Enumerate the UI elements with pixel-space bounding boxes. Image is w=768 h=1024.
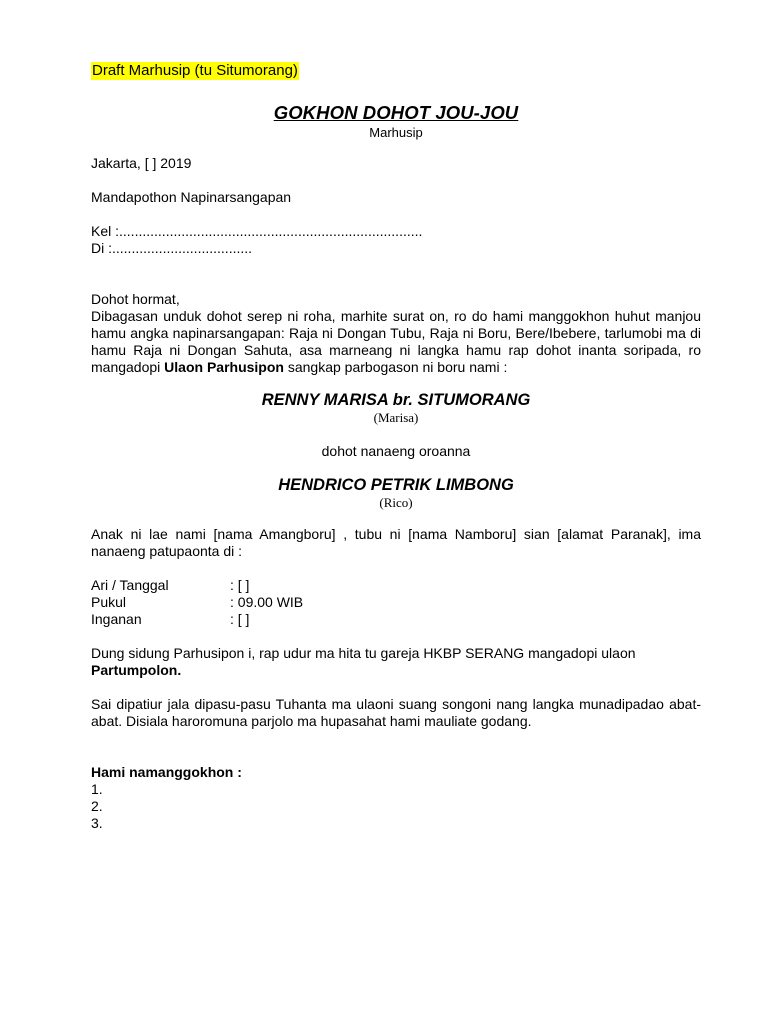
kel-line: Kel :.............................................................................. [91, 223, 423, 239]
schedule-key: Pukul [91, 594, 127, 610]
draft-label: Draft Marhusip (tu Situmorang) [92, 62, 298, 79]
parents-line: Anak ni lae nami [nama Amangboru] , tubu ni [nama Namboru] sian [alamat Paranak], ima nanaeng patupaonta di : [91, 526, 701, 559]
recipient-heading: Mandapothon Napinarsangapan [91, 189, 292, 205]
document-subtitle: Marhusip [369, 125, 423, 140]
schedule-value: : [ ] [230, 611, 250, 627]
venue-text: Dung sidung Parhusipon i, rap udur ma hita tu gareja HKBP SERANG mangadopi ulaon [91, 645, 636, 661]
schedule-value: : 09.00 WIB [230, 594, 304, 610]
invitation-paragraph [91, 308, 701, 376]
schedule-row [91, 611, 701, 628]
invitation-event-name: Ulaon Parhusipon [164, 359, 284, 375]
date-line: Jakarta, [ ] 2019 [91, 155, 192, 171]
di-line: Di :.................................... [91, 240, 253, 256]
venue-event-name: Partumpolon. [91, 662, 182, 678]
bride-nickname: (Marisa) [373, 410, 419, 425]
schedule-key: Ari / Tanggal [91, 577, 169, 593]
greeting: Dohot hormat, [91, 291, 180, 307]
document-title: GOKHON DOHOT JOU-JOU [273, 102, 519, 123]
bride-name: RENNY MARISA br. SITUMORANG [261, 391, 531, 409]
groom-name: HENDRICO PETRIK LIMBONG [278, 476, 514, 494]
signer-item: 2. [91, 798, 103, 814]
groom-nickname: (Rico) [379, 495, 413, 510]
signer-item: 3. [91, 815, 103, 831]
schedule-value: : [ ] [230, 577, 250, 593]
connector-text: dohot nanaeng oroanna [321, 443, 471, 459]
signer-item: 1. [91, 781, 103, 797]
invitation-text-b: sangkap parbogason ni boru nami : [283, 359, 508, 375]
schedule-key: Inganan [91, 611, 142, 627]
schedule-table [91, 577, 701, 628]
schedule-row [91, 594, 701, 611]
invitation-text-a: Dibagasan unduk dohot serep ni roha, marhite surat on, ro do hami manggokhon huhut manjou hamu angka napinarsangapan: Raja ni Dongan Tubu, Raja ni Boru, Bere/Ibebere, tarlumobi ma di hamu Raja ni Dongan Sahuta, asa marneang ni langka hamu rap dohot inanta soripada, ro mangadopi [91, 308, 701, 375]
schedule-row [91, 577, 701, 594]
closing-paragraph: Sai dipatiur jala dipasu-pasu Tuhanta ma ulaoni suang songoni nang langka munadipadao abat-abat. Disiala haroromuna parjolo ma hupasahat hami mauliate godang. [91, 696, 701, 729]
signers-heading: Hami namanggokhon : [91, 764, 242, 780]
venue-paragraph [91, 645, 701, 679]
